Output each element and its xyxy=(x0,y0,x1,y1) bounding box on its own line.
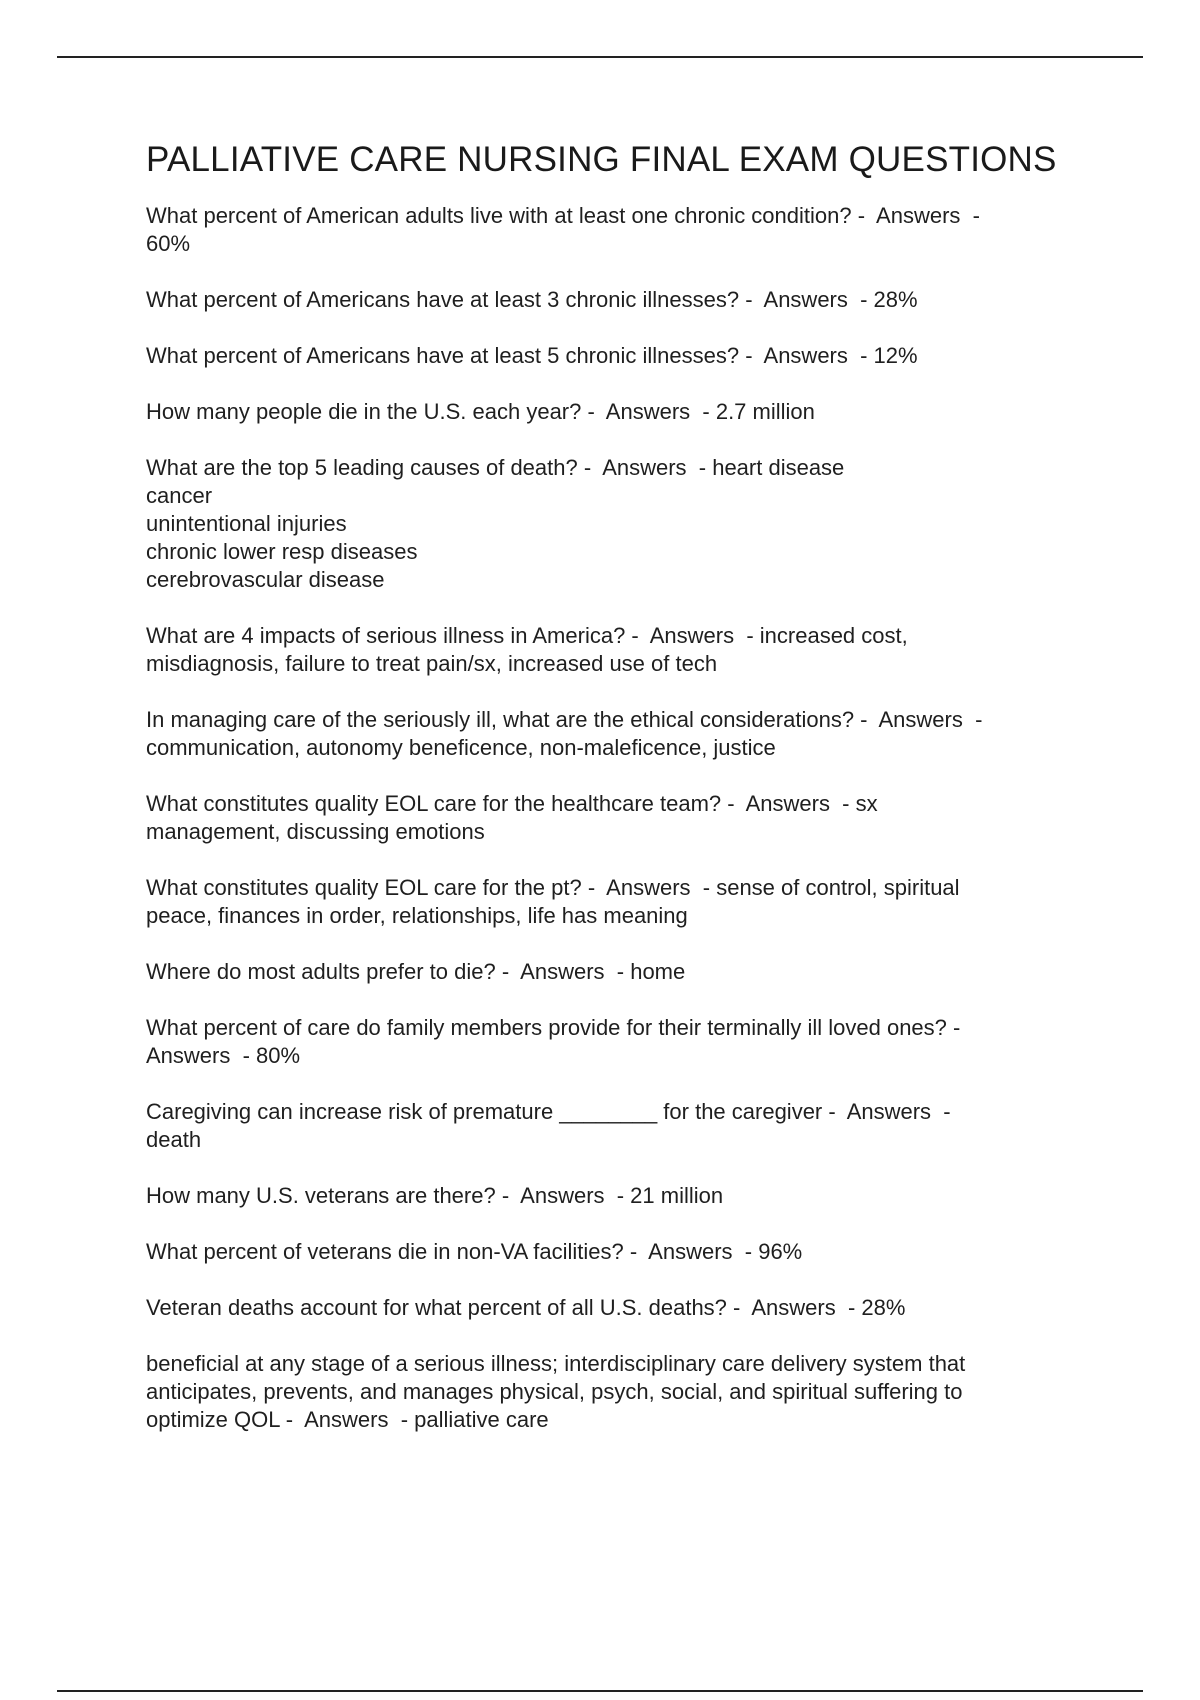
qa-item: What constitutes quality EOL care for the healthcare team? - Answers - sx management, discussing emotions xyxy=(146,791,878,844)
document-title: PALLIATIVE CARE NURSING FINAL EXAM QUESTIONS xyxy=(146,140,1057,179)
footer-rule xyxy=(57,1690,1143,1692)
qa-item: How many U.S. veterans are there? - Answers - 21 million xyxy=(146,1183,724,1208)
qa-item: What percent of Americans have at least 3 chronic illnesses? - Answers - 28% xyxy=(146,287,918,312)
qa-item: Veteran deaths account for what percent of all U.S. deaths? - Answers - 28% xyxy=(146,1295,906,1320)
qa-item: What percent of veterans die in non-VA facilities? - Answers - 96% xyxy=(146,1239,803,1264)
qa-item: Caregiving can increase risk of premature ________ for the caregiver - Answers - death xyxy=(146,1099,951,1152)
qa-item: What percent of American adults live with at least one chronic condition? - Answers - 60% xyxy=(146,203,980,256)
header-rule xyxy=(57,56,1143,58)
qa-item: What constitutes quality EOL care for the pt? - Answers - sense of control, spiritual peace, finances in order, relationships, life has meaning xyxy=(146,875,960,928)
qa-item: beneficial at any stage of a serious illness; interdisciplinary care delivery system that anticipates, prevents, and manages physical, psych, social, and spiritual suffering to optimize QOL - Answers - palliative care xyxy=(146,1351,966,1432)
qa-item: What are the top 5 leading causes of death? - Answers - heart disease cancer unintentional injuries chronic lower resp diseases cerebrovascular disease xyxy=(146,455,845,592)
document-page xyxy=(146,140,1086,1462)
qa-item: What percent of Americans have at least 5 chronic illnesses? - Answers - 12% xyxy=(146,343,918,368)
qa-item: What percent of care do family members provide for their terminally ill loved ones? - Answers - 80% xyxy=(146,1015,961,1068)
qa-item: In managing care of the seriously ill, what are the ethical considerations? - Answers - communication, autonomy beneficence, non-maleficence, justice xyxy=(146,707,983,760)
qa-item: What are 4 impacts of serious illness in America? - Answers - increased cost, misdiagnosis, failure to treat pain/sx, increased use of tech xyxy=(146,623,908,676)
qa-item: How many people die in the U.S. each year? - Answers - 2.7 million xyxy=(146,399,815,424)
qa-item: Where do most adults prefer to die? - Answers - home xyxy=(146,959,686,984)
